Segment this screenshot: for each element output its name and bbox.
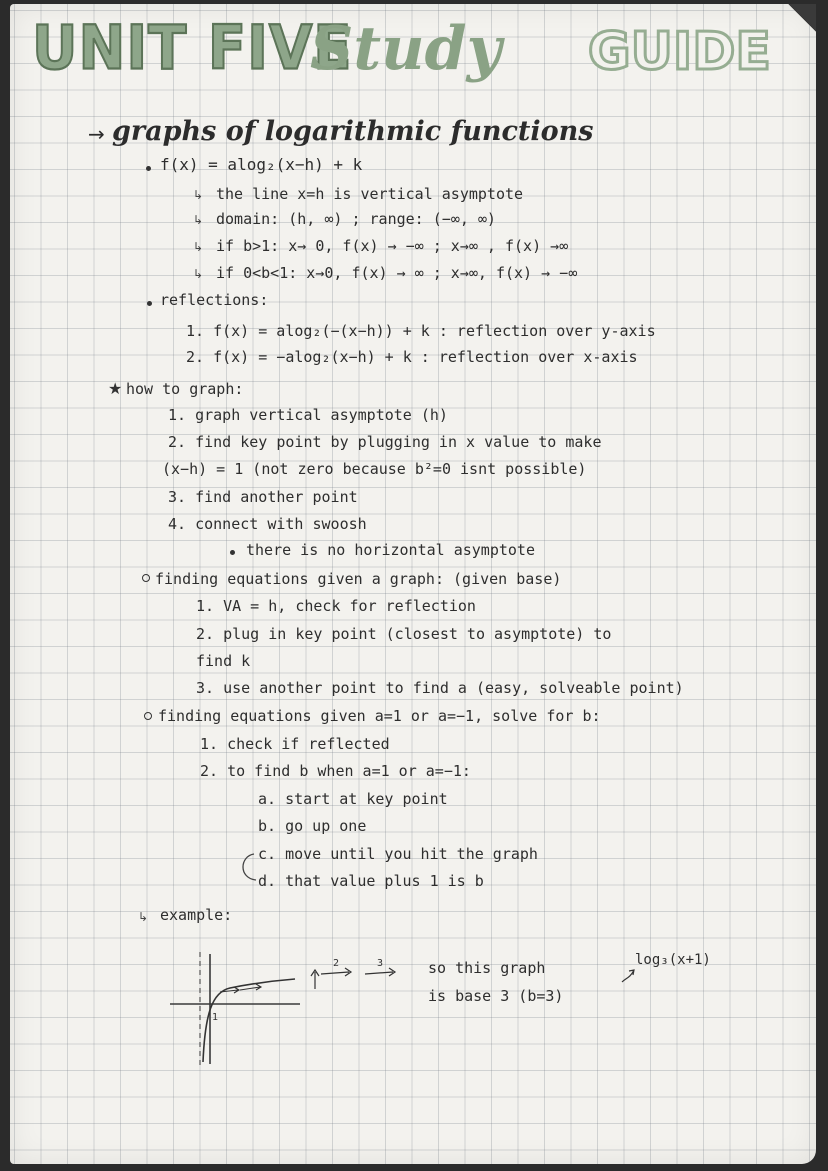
bullet-icon bbox=[146, 166, 151, 171]
how-to-graph-label: how to graph: bbox=[126, 380, 244, 398]
conclusion-line: is base 3 (b=3) bbox=[428, 987, 564, 1005]
reflection-line: 1. f(x) = alog₂(−(x−h)) + k : reflection over y-axis bbox=[186, 322, 656, 340]
example-label: example: bbox=[160, 906, 233, 924]
substep-line: c. move until you hit the graph bbox=[258, 845, 538, 863]
note-line: the line x=h is vertical asymptote bbox=[216, 185, 524, 203]
bullet-icon bbox=[230, 550, 235, 555]
ring-bullet-icon bbox=[142, 574, 150, 582]
up-arrow-icon bbox=[311, 970, 319, 989]
note-line: if b>1: x→ 0, f(x) → −∞ ; x→∞ , f(x) →∞ bbox=[216, 237, 569, 255]
sub-arrow-icon: ↳ bbox=[193, 240, 204, 254]
star-icon: ★ bbox=[108, 379, 123, 398]
loop-arrow-icon bbox=[234, 850, 258, 886]
substep-line: d. that value plus 1 is b bbox=[258, 872, 484, 890]
sub-arrow-icon: ↳ bbox=[193, 213, 204, 227]
annotation-arrow-icon bbox=[618, 966, 638, 986]
step-line: 2. plug in key point (closest to asymptote) to bbox=[196, 625, 612, 643]
step-line: 4. connect with swoosh bbox=[168, 515, 367, 533]
arrow-label: 2 bbox=[333, 958, 340, 969]
bullet-icon bbox=[147, 301, 152, 306]
notebook-page bbox=[10, 4, 816, 1164]
heading-arrow-icon: → bbox=[88, 122, 105, 146]
step-line: 3. find another point bbox=[168, 488, 358, 506]
step-diagram bbox=[305, 954, 405, 994]
finding-b-label: finding equations given a=1 or a=−1, solve for b: bbox=[158, 707, 601, 725]
formula-line: f(x) = alog₂(x−h) + k bbox=[160, 155, 363, 174]
sub-arrow-icon: ↳ bbox=[193, 267, 204, 281]
finding-base-label: finding equations given a graph: (given base) bbox=[155, 570, 562, 588]
ring-bullet-icon bbox=[144, 712, 152, 720]
note-line: if 0<b<1: x→0, f(x) → ∞ ; x→∞, f(x) → −∞ bbox=[216, 264, 578, 282]
reflection-line: 2. f(x) = −alog₂(x−h) + k : reflection over x-axis bbox=[186, 348, 638, 366]
title-study: Study bbox=[310, 14, 502, 84]
step-line: 1. VA = h, check for reflection bbox=[196, 597, 476, 615]
page-corner bbox=[788, 4, 816, 32]
section-heading: graphs of logarithmic functions bbox=[112, 116, 594, 147]
conclusion-line: so this graph bbox=[428, 959, 546, 977]
log-annotation: log₃(x+1) bbox=[635, 952, 711, 968]
sub-arrow-icon: ↳ bbox=[138, 910, 149, 924]
note-line: domain: (h, ∞) ; range: (−∞, ∞) bbox=[216, 210, 496, 228]
note-line: there is no horizontal asymptote bbox=[246, 541, 535, 559]
axis-mark: 1 bbox=[212, 1012, 219, 1023]
title-guide: GUIDE bbox=[588, 22, 771, 82]
step-line: 2. find key point by plugging in x value to make bbox=[168, 433, 602, 451]
substep-line: a. start at key point bbox=[258, 790, 448, 808]
reflections-label: reflections: bbox=[160, 291, 269, 309]
step-line: find k bbox=[196, 652, 251, 670]
step-line: 1. graph vertical asymptote (h) bbox=[168, 406, 448, 424]
example-graph bbox=[160, 944, 310, 1074]
sub-arrow-icon: ↳ bbox=[193, 188, 204, 202]
right-arrow-icon bbox=[365, 968, 395, 976]
arrow-label: 3 bbox=[377, 958, 384, 969]
title-unit-five: UNIT FIVE bbox=[32, 13, 353, 84]
step-line: 3. use another point to find a (easy, solveable point) bbox=[196, 679, 684, 697]
step-line: 2. to find b when a=1 or a=−1: bbox=[200, 762, 471, 780]
right-arrow-icon bbox=[321, 968, 351, 976]
step-line: (x−h) = 1 (not zero because b²=0 isnt possible) bbox=[162, 460, 587, 478]
step-line: 1. check if reflected bbox=[200, 735, 390, 753]
substep-line: b. go up one bbox=[258, 817, 367, 835]
